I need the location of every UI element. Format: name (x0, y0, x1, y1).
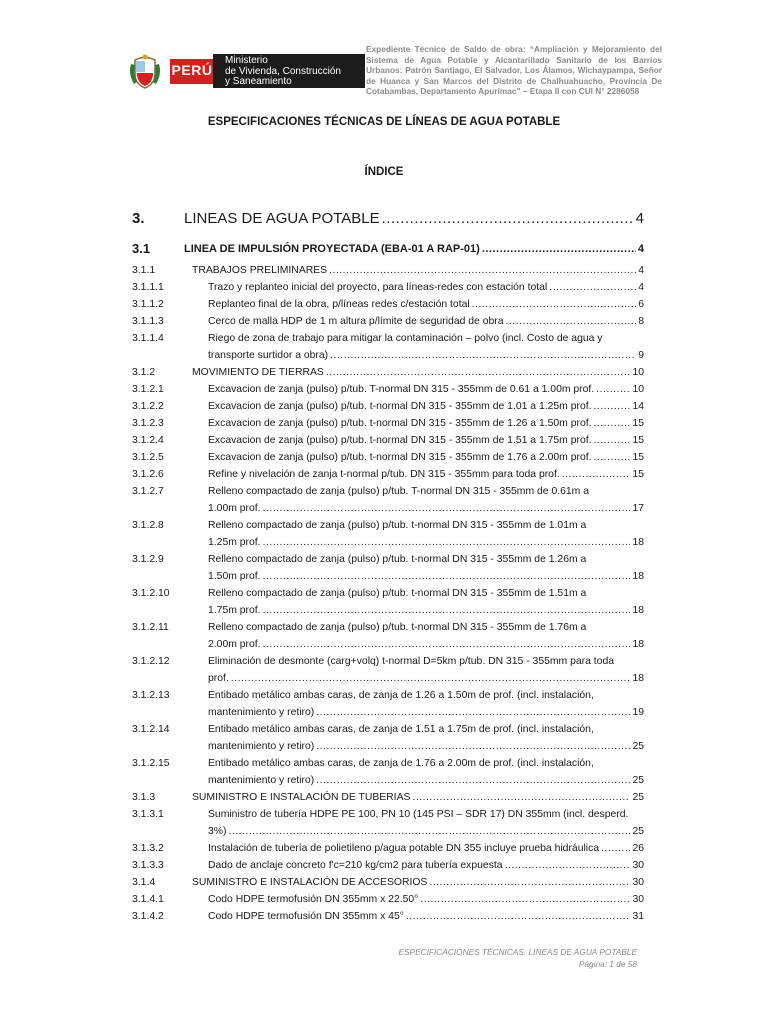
toc-page-number: 30 (632, 860, 644, 871)
toc-title: Riego de zona de trabajo para mitigar la contaminación – polvo (incl. Costo de agua y (208, 333, 603, 344)
toc-number: 3. (132, 210, 145, 227)
toc-text (192, 874, 644, 891)
toc-number: 3.1.1.3 (132, 316, 164, 327)
toc-page-number: 30 (632, 894, 644, 905)
toc-page-number: 25 (632, 775, 644, 786)
toc-line (208, 806, 644, 823)
toc-line (208, 738, 644, 755)
toc-line (192, 262, 644, 279)
toc-page-number: 8 (638, 316, 644, 327)
toc-title: TRABAJOS PRELIMINARES (192, 265, 328, 276)
toc-text (208, 619, 644, 653)
peru-label: PERÚ (171, 62, 213, 78)
toc-number: 3.1.4 (132, 877, 156, 888)
toc-page-number: 4 (638, 282, 644, 293)
toc-title: Refine y nivelación de zanja t-normal p/tub. DN 315 - 355mm para toda prof. (208, 469, 560, 480)
toc-text (208, 313, 644, 330)
toc-leader-dots (326, 364, 631, 381)
ministry-name-box (213, 54, 365, 88)
toc-number: 3.1.3.1 (132, 809, 164, 820)
toc-number: 3.1.3 (132, 792, 156, 803)
toc-line (184, 208, 644, 230)
toc-line (208, 381, 644, 398)
toc-title: Codo HDPE termofusión DN 355mm x 45° (208, 911, 404, 922)
toc-text (208, 415, 644, 432)
toc-title: Trazo y replanteo inicial del proyecto, para líneas-redes con estación total (208, 282, 548, 293)
toc-title: Entibado metálico ambas caras, de zanja de 1.76 a 2.00m de prof. (incl. instalación, (208, 758, 594, 769)
toc-leader-dots (316, 738, 630, 755)
toc-page-number: 4 (637, 243, 644, 255)
toc-page-number: 26 (632, 843, 644, 854)
toc-text (208, 398, 644, 415)
toc-line (208, 466, 644, 483)
toc-title: 2.00m prof. (208, 639, 261, 650)
toc-title: Relleno compactado de zanja (pulso) p/tub. t-normal DN 315 - 355mm de 1.76m a (208, 622, 587, 633)
toc-leader-dots (429, 874, 630, 891)
toc-line (208, 585, 644, 602)
toc-line (208, 602, 644, 619)
toc-number: 3.1.2.14 (132, 724, 170, 735)
toc-text (208, 687, 644, 721)
footer-page-info: Página: 1 de 58 (578, 959, 637, 969)
toc-title: MOVIMIENTO DE TIERRAS (192, 367, 324, 378)
toc-title: SUMINISTRO E INSTALACIÓN DE ACCESORIOS (192, 877, 428, 888)
toc-text (208, 551, 644, 585)
toc-leader-dots (406, 908, 631, 925)
toc-title: Excavacion de zanja (pulso) p/tub. T-normal DN 315 - 355mm de 0.61 a 1.00m prof. (208, 384, 595, 395)
toc-text (208, 585, 644, 619)
toc-line (208, 840, 644, 857)
toc-title: SUMINISTRO E INSTALACIÓN DE TUBERIAS (192, 792, 411, 803)
document-title: ESPECIFICACIONES TÉCNICAS DE LÍNEAS DE AGUA POTABLE (207, 116, 561, 128)
toc-number: 3.1.1.1 (132, 282, 164, 293)
toc-text (208, 449, 644, 466)
toc-leader-dots (263, 500, 631, 517)
toc-leader-dots (482, 240, 636, 258)
toc-page-number: 17 (632, 503, 644, 514)
toc-leader-dots (505, 857, 631, 874)
toc-line (208, 415, 644, 432)
toc-number: 3.1.2.7 (132, 486, 164, 497)
toc-number: 3.1.4.1 (132, 894, 164, 905)
toc-page-number: 15 (632, 452, 644, 463)
toc-line (208, 721, 644, 738)
toc-title: Relleno compactado de zanja (pulso) p/tub. T-normal DN 315 - 355mm de 0.61m a (208, 486, 589, 497)
toc-text (208, 279, 644, 296)
toc-number: 3.1 (132, 241, 151, 256)
toc-text (208, 755, 644, 789)
toc-number: 3.1.2.4 (132, 435, 164, 446)
toc-page-number: 25 (632, 792, 644, 803)
toc-text (208, 891, 644, 908)
toc-text (208, 483, 644, 517)
index-heading: ÍNDICE (364, 166, 404, 178)
toc-title: Suministro de tubería HDPE PE 100, PN 10 (145 PSI – SDR 17) DN 355mm (incl. desperd. (208, 809, 629, 820)
toc-leader-dots (472, 296, 637, 313)
toc-leader-dots (263, 568, 631, 585)
toc-page-number: 31 (632, 911, 644, 922)
toc-number: 3.1.3.2 (132, 843, 164, 854)
toc-line (208, 687, 644, 704)
toc-line (208, 823, 644, 840)
toc-line (208, 347, 644, 364)
toc-number: 3.1.3.3 (132, 860, 164, 871)
toc-line (208, 517, 644, 534)
toc-text (192, 364, 644, 381)
ministry-line-1: Ministerio (225, 55, 268, 66)
toc-number: 3.1.2.15 (132, 758, 170, 769)
toc-number: 3.1.2 (132, 367, 156, 378)
toc-line (192, 364, 644, 381)
toc-line (208, 313, 644, 330)
toc-page-number: 18 (632, 639, 644, 650)
toc-leader-dots (330, 347, 636, 364)
toc-title: Entibado metálico ambas caras, de zanja de 1.51 a 1.75m de prof. (incl. instalación, (208, 724, 594, 735)
toc-text (208, 466, 644, 483)
toc-text (208, 432, 644, 449)
toc-page-number: 14 (632, 401, 644, 412)
toc-page-number: 18 (632, 673, 644, 684)
toc-title: Dado de anclaje concreto f'c=210 kg/cm2 para tubería expuesta (208, 860, 503, 871)
toc-text (184, 208, 644, 230)
toc-leader-dots (329, 262, 636, 279)
toc-page-number: 10 (632, 367, 644, 378)
toc-leader-dots (594, 432, 631, 449)
toc-title: transporte surtidor a obra) (208, 350, 329, 361)
toc-line (208, 551, 644, 568)
toc-leader-dots (506, 313, 637, 330)
toc-line (208, 857, 644, 874)
toc-leader-dots (263, 636, 631, 653)
toc-text (208, 908, 644, 925)
toc-number: 3.1.2.6 (132, 469, 164, 480)
toc-page-number: 4 (638, 265, 644, 276)
toc-title: 1.25m prof. (208, 537, 261, 548)
toc-leader-dots (596, 381, 630, 398)
toc-line (208, 483, 644, 500)
footer-doc-name: ESPECIFICACIONES TÉCNICAS: LINEAS DE AGUA POTABLE (398, 947, 637, 957)
toc-title: 3%) (208, 826, 227, 837)
toc-number: 3.1.2.11 (132, 622, 169, 633)
toc-line (208, 568, 644, 585)
toc-line (208, 891, 644, 908)
toc-title: mantenimiento y retiro) (208, 775, 315, 786)
toc-page-number: 15 (632, 469, 644, 480)
toc-title: Relleno compactado de zanja (pulso) p/tub. t-normal DN 315 - 355mm de 1.26m a (208, 554, 587, 565)
toc-leader-dots (594, 415, 631, 432)
toc-title: Codo HDPE termofusión DN 355mm x 22.50° (208, 894, 419, 905)
toc-title: Cerco de malla HDP de 1 m altura p/límite de seguridad de obra (208, 316, 504, 327)
toc-line (208, 398, 644, 415)
toc-line (208, 908, 644, 925)
toc-line (192, 789, 644, 806)
toc-title: 1.50m prof. (208, 571, 261, 582)
toc-number: 3.1.2.3 (132, 418, 164, 429)
toc-number: 3.1.1 (132, 265, 156, 276)
toc-title: Excavacion de zanja (pulso) p/tub. t-normal DN 315 - 355mm de 1.51 a 1.75m prof. (208, 435, 592, 446)
toc-text (208, 330, 644, 364)
toc-text (208, 857, 644, 874)
toc-number: 3.1.1.2 (132, 299, 164, 310)
toc-leader-dots (601, 840, 630, 857)
toc-page-number: 18 (632, 537, 644, 548)
toc-text (192, 789, 644, 806)
toc-line (208, 330, 644, 347)
toc-title: Relleno compactado de zanja (pulso) p/tub. t-normal DN 315 - 355mm de 1.51m a (208, 588, 587, 599)
toc-text (208, 806, 644, 840)
toc-line (208, 653, 644, 670)
toc-number: 3.1.2.12 (132, 656, 170, 667)
toc-title: Replanteo final de la obra, p/líneas redes c/estación total (208, 299, 470, 310)
toc-leader-dots (263, 534, 631, 551)
toc-title: Instalación de tubería de polietileno p/agua potable DN 355 incluye prueba hidráulica (208, 843, 600, 854)
toc-leader-dots (228, 823, 630, 840)
toc-line (208, 296, 644, 313)
toc-text (192, 262, 644, 279)
toc-leader-dots (594, 398, 631, 415)
toc-title: Eliminación de desmonte (carg+volq) t-normal D=5km p/tub. DN 315 - 355mm para toda (208, 656, 615, 667)
toc-leader-dots (316, 772, 630, 789)
toc-leader-dots (412, 789, 630, 806)
toc-title: prof. (208, 673, 229, 684)
ministry-logo (128, 52, 364, 92)
toc-leader-dots (562, 466, 631, 483)
toc-line (208, 432, 644, 449)
toc-number: 3.1.2.13 (132, 690, 170, 701)
toc-page-number: 19 (632, 707, 644, 718)
toc-page-number: 6 (638, 299, 644, 310)
page-header (0, 0, 768, 110)
toc-page-number: 30 (632, 877, 644, 888)
toc-number: 3.1.2.10 (132, 588, 170, 599)
toc-title: LINEA DE IMPULSIÓN PROYECTADA (EBA-01 A RAP-01) (184, 243, 480, 255)
toc-line (192, 874, 644, 891)
toc-page-number: 9 (638, 350, 644, 361)
toc-line (208, 500, 644, 517)
coat-of-arms-icon (128, 54, 162, 90)
toc-number: 3.1.1.4 (132, 333, 164, 344)
toc-title: Excavacion de zanja (pulso) p/tub. t-normal DN 315 - 355mm de 1.76 a 2.00m prof. (208, 452, 592, 463)
toc-title: 1.00m prof. (208, 503, 261, 514)
toc-text (208, 653, 644, 687)
toc-number: 3.1.2.1 (132, 384, 164, 395)
toc-text (208, 381, 644, 398)
toc-leader-dots (316, 704, 630, 721)
toc-line (208, 670, 644, 687)
toc-text (208, 517, 644, 551)
toc-page-number: 25 (632, 741, 644, 752)
toc-leader-dots (420, 891, 630, 908)
toc-page-number: 15 (632, 418, 644, 429)
toc-title: Relleno compactado de zanja (pulso) p/tub. t-normal DN 315 - 355mm de 1.01m a (208, 520, 587, 531)
page-footer (398, 946, 637, 970)
toc-title: 1.75m prof. (208, 605, 261, 616)
toc-line (208, 755, 644, 772)
toc-title: Excavacion de zanja (pulso) p/tub. t-normal DN 315 - 355mm de 1.26 a 1.50m prof. (208, 418, 592, 429)
toc-leader-dots (594, 449, 631, 466)
toc-title: Entibado metálico ambas caras, de zanja de 1.26 a 1.50m de prof. (incl. instalación, (208, 690, 594, 701)
toc-text (208, 840, 644, 857)
toc-leader-dots (263, 602, 631, 619)
toc-text (184, 240, 644, 258)
toc-number: 3.1.2.2 (132, 401, 164, 412)
toc-page-number: 25 (632, 826, 644, 837)
toc-title: mantenimiento y retiro) (208, 741, 315, 752)
toc-line (208, 279, 644, 296)
toc-title: LINEAS DE AGUA POTABLE (184, 210, 380, 227)
toc-leader-dots (549, 279, 636, 296)
project-description: Expediente Técnico de Saldo de obra: “Ampliación y Mejoramiento del Sistema de Agua Potable y Alcantarillado Sanitario de los Barrios Urbanos: Patrón Santiago, El Salvador, Los Álamos, Wichaypampa, Señor de Huanca y San Marcos del Distrito de Chalhuahuacho, Provincia De Cotabambas, Departamento Apurímac” – Etapa II con CUI N° 2286058 (366, 44, 662, 97)
toc-line (208, 704, 644, 721)
peru-label-box (169, 59, 214, 84)
toc-number: 3.1.2.9 (132, 554, 164, 565)
toc-page-number: 10 (632, 384, 644, 395)
toc-number: 3.1.4.2 (132, 911, 164, 922)
toc-leader-dots (231, 670, 631, 687)
toc-text (208, 296, 644, 313)
toc-line (184, 240, 644, 258)
toc-page-number: 18 (632, 605, 644, 616)
toc-page-number: 4 (635, 210, 644, 227)
ministry-line-2: de Vivienda, Construcción (225, 65, 341, 77)
toc-line (208, 772, 644, 789)
ministry-line-3: y Saneamiento (225, 76, 292, 87)
toc-page-number: 18 (632, 571, 644, 582)
toc-line (208, 534, 644, 551)
toc-leader-dots (382, 208, 634, 230)
toc-line (208, 636, 644, 653)
toc-number: 3.1.2.8 (132, 520, 164, 531)
toc-title: mantenimiento y retiro) (208, 707, 315, 718)
toc-title: Excavacion de zanja (pulso) p/tub. t-normal DN 315 - 355mm de 1.01 a 1.25m prof. (208, 401, 592, 412)
toc-number: 3.1.2.5 (132, 452, 164, 463)
toc-text (208, 721, 644, 755)
toc-line (208, 449, 644, 466)
toc-line (208, 619, 644, 636)
toc-page-number: 15 (632, 435, 644, 446)
